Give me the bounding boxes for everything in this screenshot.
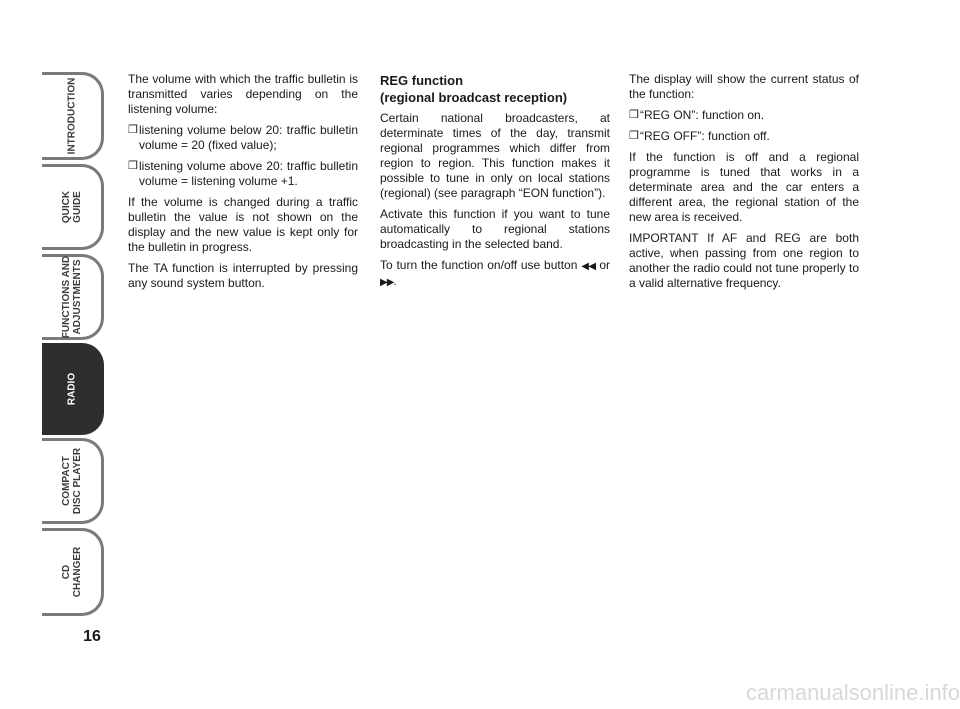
paragraph: If the function is off and a regional programme is tuned that works in a determinate area and the car enters a different area, the regional station of the new area is received.: [629, 150, 859, 224]
section-heading: REG function: [380, 73, 464, 88]
section-subheading: (regional broadcast reception): [380, 90, 568, 105]
list-item: [629, 108, 859, 123]
tab-functions-adjustments-label: FUNCTIONS AND ADJUSTMENTS: [60, 255, 83, 339]
tab-radio-label: RADIO: [66, 372, 77, 406]
tab-quick-guide[interactable]: [42, 164, 104, 250]
tab-quick-guide-label: QUICK GUIDE: [60, 190, 83, 224]
seek-forward-icon: ▶▶: [380, 277, 394, 288]
checkbox-bullet-icon: ❒: [128, 160, 138, 172]
text-column-3: [629, 72, 859, 297]
paragraph: Activate this function if you want to tune automatically to regional stations broadcasting in the selected band.: [380, 207, 610, 251]
period: .: [393, 274, 397, 288]
or-text: or: [599, 258, 610, 272]
checkbox-bullet-icon: ❒: [629, 109, 639, 121]
text-column-2: [380, 72, 610, 296]
list-item-text: “REG ON”: function on.: [640, 108, 765, 122]
list-item: [128, 123, 358, 153]
paragraph-text: To turn the function on/off use button: [380, 258, 578, 272]
tab-radio[interactable]: [42, 343, 104, 435]
paragraph: Certain national broadcasters, at determinate times of the day, transmit regional programmes which differ from region to region. This function makes it possible to tune in only on local stations (regional) (see paragraph “EON function”).: [380, 111, 610, 200]
page-number: 16: [83, 628, 101, 645]
paragraph: IMPORTANT If AF and REG are both active, when passing from one region to another the radio could not tune properly to a valid alternative frequency.: [629, 231, 859, 290]
list-item: [629, 129, 859, 144]
tab-compact-disc-player[interactable]: [42, 438, 104, 524]
watermark: carmanualsonline.info: [745, 680, 960, 705]
list-item-text: listening volume above 20: traffic bulletin volume = listening volume +1.: [139, 159, 358, 188]
tab-functions-adjustments[interactable]: [42, 254, 104, 340]
text-column-1: [128, 72, 358, 297]
paragraph: The TA function is interrupted by pressing any sound system button.: [128, 261, 358, 290]
paragraph: The volume with which the traffic bulletin is transmitted varies depending on the listening volume:: [128, 72, 358, 116]
checkbox-bullet-icon: ❒: [629, 130, 639, 142]
seek-back-icon: ◀◀: [581, 261, 596, 272]
tab-introduction-label: INTRODUCTION: [66, 77, 77, 155]
paragraph: The display will show the current status of the function:: [629, 72, 859, 101]
list-item: [128, 159, 358, 189]
list-item-text: listening volume below 20: traffic bulletin volume = 20 (fixed value);: [139, 123, 358, 152]
tab-introduction[interactable]: [42, 72, 104, 160]
tab-cd-changer[interactable]: [42, 528, 104, 616]
tab-compact-disc-player-label: COMPACT DISC PLAYER: [60, 447, 83, 515]
paragraph: If the volume is changed during a traffic bulletin the value is not shown on the display and the new value is kept only for the bulletin in progress.: [128, 195, 358, 254]
paragraph: [380, 258, 610, 290]
tab-cd-changer-label: CD CHANGER: [60, 546, 83, 598]
list-item-text: “REG OFF”: function off.: [640, 129, 770, 143]
checkbox-bullet-icon: ❒: [128, 124, 138, 136]
